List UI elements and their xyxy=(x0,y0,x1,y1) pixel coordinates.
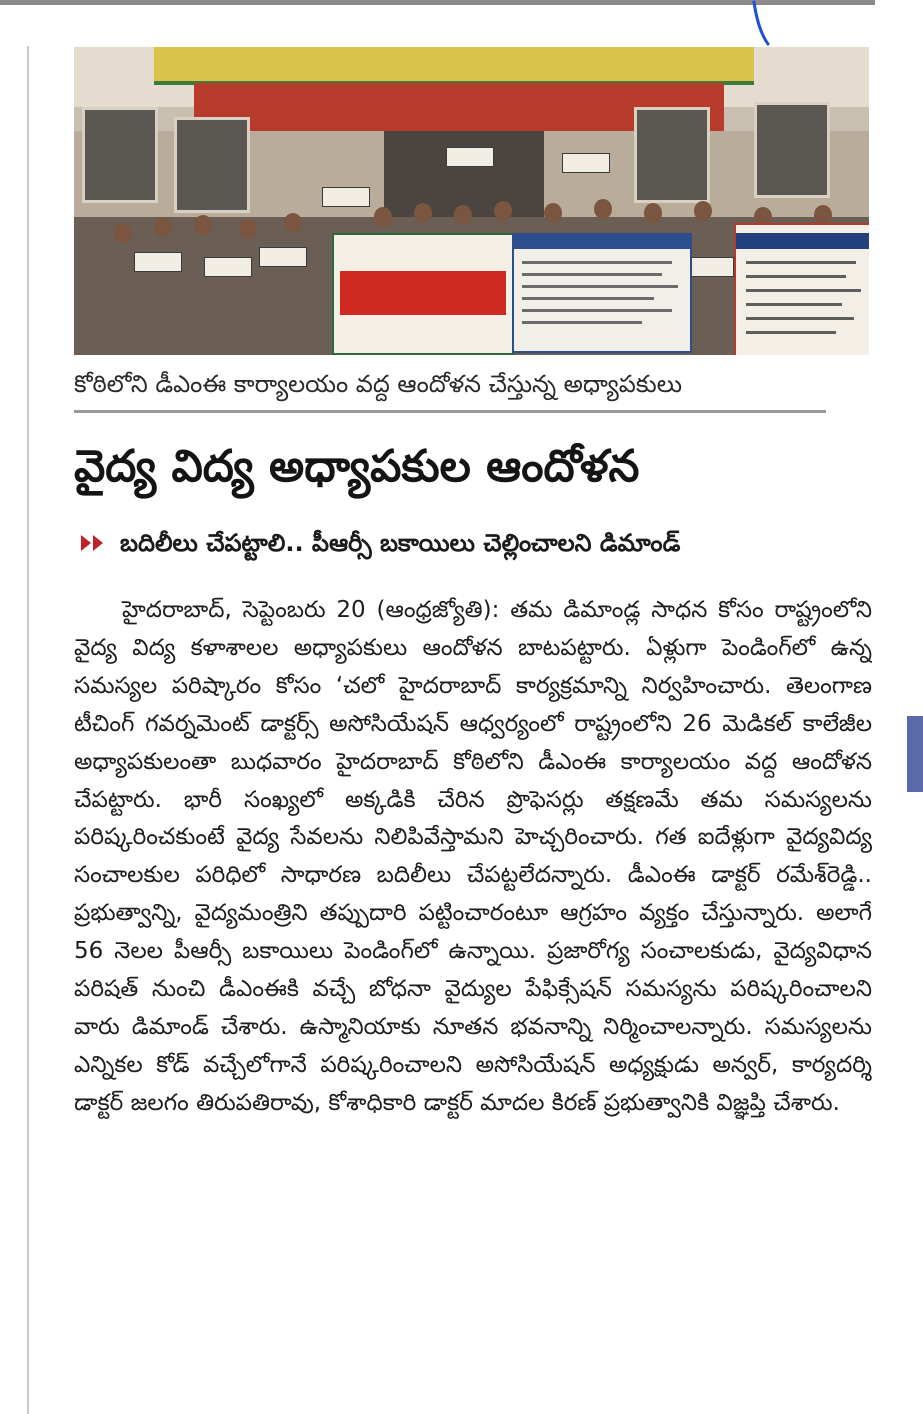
photo-caption: కోఠిలోని డీఎంఈ కార్యాలయం వద్ద ఆందోళన చేస్తున్న అధ్యాపకులు xyxy=(74,370,683,398)
protest-banner-home-doctors xyxy=(734,223,869,355)
building-signboard xyxy=(154,47,754,85)
protest-banner-chalo-hyderabad xyxy=(332,233,514,355)
article-subheadline: బదిలీలు చేపట్టాలి.. పీఆర్సీ బకాయిలు చెల్లించాలని డిమాండ్ xyxy=(120,529,681,557)
top-border-rule xyxy=(0,0,875,5)
side-scroll-tab[interactable] xyxy=(907,716,923,792)
pen-stroke-mark xyxy=(752,0,772,48)
news-photo xyxy=(74,47,869,355)
left-margin-rule xyxy=(27,46,29,1414)
double-chevron-right-icon xyxy=(80,534,106,552)
protest-banner-demands xyxy=(512,233,692,353)
caption-divider xyxy=(74,410,826,413)
article-body: హైదరాబాద్, సెప్టెంబరు 20 (ఆంధ్రజ్యోతి): తమ డిమాండ్ల సాధన కోసం రాష్ట్రంలోని వైద్య విద్య కళాశాలల అధ్యాపకులు ఆందోళన బాటపట్టారు. ఏళ్లుగా పెండింగ్‌లో ఉన్న సమస్యల పరిష్కారం కోసం ‘చలో హైదరాబాద్ కార్యక్రమాన్ని నిర్వహించారు. తెలంగాణ టీచింగ్ గవర్నమెంట్ డాక్టర్స్ అసోసియేషన్ ఆధ్వర్యంలో రాష్ట్రంలోని 26 మెడికల్ కాలేజీల అధ్యాపకులంతా బుధవారం హైదరాబాద్ కోఠిలోని డీఎంఈ కార్యాలయం వద్ద ఆందోళన చేపట్టారు. భారీ సంఖ్యలో అక్కడికి చేరిన ప్రొఫెసర్లు తక్షణమే తమ సమస్యలను పరిష్కరించకుంటే వైద్య సేవలను నిలిపివేస్తామని హెచ్చరించారు. గత ఐదేళ్లుగా వైద్యవిద్య సంచాలకుల పరిధిలో సాధారణ బదిలీలు చేపట్టలేదన్నారు. డీఎంఈ డాక్టర్ రమేశ్‌రెడ్డి.. ప్రభుత్వాన్ని, వైద్యమంత్రిని తప్పుదారి పట్టించారంటూ ఆగ్రహం వ్యక్తం చేస్తున్నారు. అలాగే 56 నెలల పీఆర్సీ బకాయిలు పెండింగ్‌లో ఉన్నాయి. ప్రజారోగ్య సంచాలకుడు, వైద్యవిధాన పరిషత్ నుంచి డీఎంఈకి వచ్చే బోధనా వైద్యుల పేఫిక్సేషన్ సమస్యను పరిష్కరించాలని వారు డిమాండ్ చేశారు. ఉస్మానియాకు నూతన భవనాన్ని నిర్మించాలన్నారు. సమస్యలను ఎన్నికల కోడ్ వచ్చేలోగానే పరిష్కరించాలని అసోసియేషన్ అధ్యక్షుడు అన్వర్, కార్యదర్శి డాక్టర్ జలగం తిరుపతిరావు, కోశాధికారి డాక్టర్ మాదల కిరణ్ ప్రభుత్వానికి విజ్ఞప్తి చేశారు. xyxy=(74,597,872,1116)
article-headline: వైద్య విద్య అధ్యాపకుల ఆందోళన xyxy=(74,441,640,492)
